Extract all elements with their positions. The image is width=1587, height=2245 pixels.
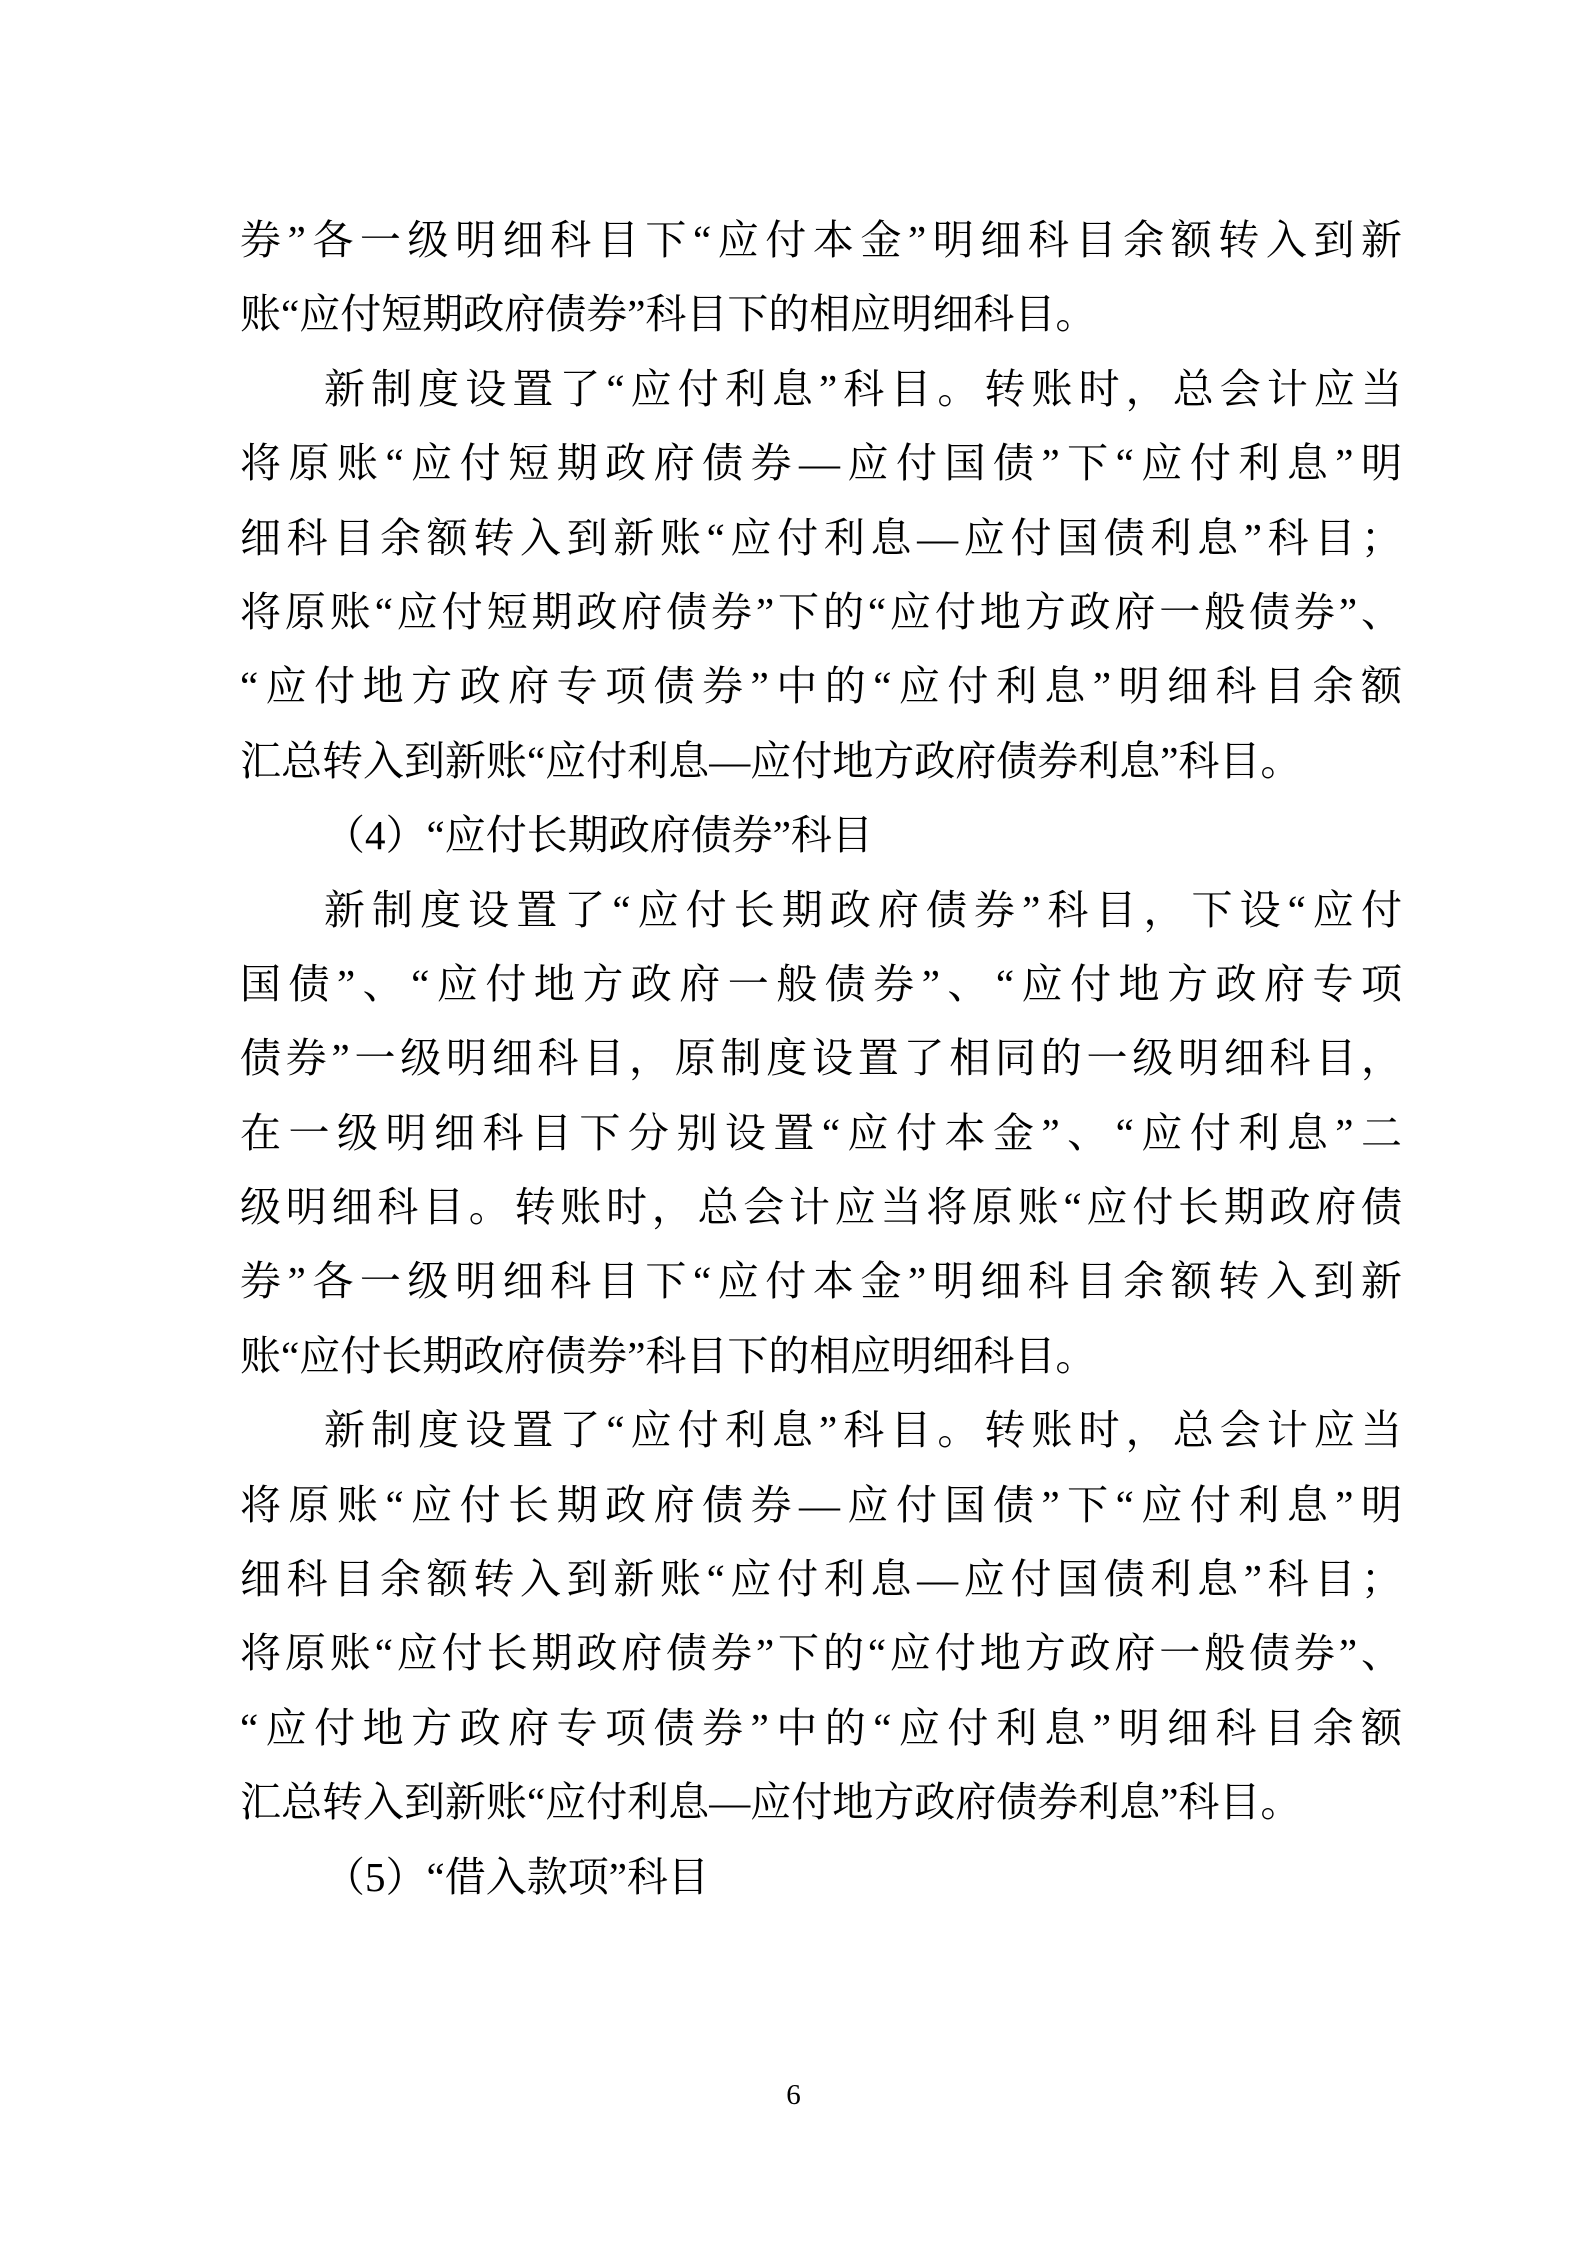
text-line: 将原账“应付长期政府债券”下的“应付地方政府一般债券”、 <box>240 1630 1402 1677</box>
paragraph <box>240 873 1402 1394</box>
text-line: 债券”一级明细科目，原制度设置了相同的一级明细科目， <box>240 1035 1402 1082</box>
text-line: 新制度设置了“应付利息”科目。转账时，总会计应当 <box>324 1407 1402 1454</box>
text-line: （5）“借入款项”科目 <box>324 1853 709 1900</box>
paragraph <box>240 798 1402 872</box>
text-line: 细科目余额转入到新账“应付利息—应付国债利息”科目； <box>240 514 1402 561</box>
text-line: 在一级明细科目下分别设置“应付本金”、“应付利息”二 <box>240 1109 1402 1156</box>
paragraph <box>240 1393 1402 1839</box>
text-line: （4）“应付长期政府债券”科目 <box>324 812 873 859</box>
page-number: 6 <box>786 2079 801 2111</box>
text-line: 新制度设置了“应付长期政府债券”科目，下设“应付 <box>324 886 1402 933</box>
document-body <box>240 203 1402 1914</box>
paragraph <box>240 352 1402 798</box>
page-footer <box>0 2078 1587 2112</box>
text-line: 券”各一级明细科目下“应付本金”明细科目余额转入到新 <box>240 1258 1402 1305</box>
text-line: 账“应付短期政府债券”科目下的相应明细科目。 <box>240 291 1097 338</box>
text-line: “应付地方政府专项债券”中的“应付利息”明细科目余额 <box>240 1704 1402 1751</box>
text-line: 汇总转入到新账“应付利息—应付地方政府债券利息”科目。 <box>240 737 1302 784</box>
text-line: 国债”、“应付地方政府一般债券”、“应付地方政府专项 <box>240 960 1402 1007</box>
text-line: 将原账“应付长期政府债券—应付国债”下“应付利息”明 <box>240 1481 1402 1528</box>
text-line: 细科目余额转入到新账“应付利息—应付国债利息”科目； <box>240 1556 1402 1603</box>
text-line: 级明细科目。转账时，总会计应当将原账“应付长期政府债 <box>240 1184 1402 1231</box>
paragraph <box>240 1840 1402 1914</box>
text-line: 将原账“应付短期政府债券—应付国债”下“应付利息”明 <box>240 440 1402 487</box>
text-line: 券”各一级明细科目下“应付本金”明细科目余额转入到新 <box>240 217 1402 263</box>
text-line: 账“应付长期政府债券”科目下的相应明细科目。 <box>240 1332 1097 1379</box>
text-line: “应付地方政府专项债券”中的“应付利息”明细科目余额 <box>240 663 1402 710</box>
text-line: 汇总转入到新账“应付利息—应付地方政府债券利息”科目。 <box>240 1779 1302 1826</box>
text-line: 将原账“应付短期政府债券”下的“应付地方政府一般债券”、 <box>240 588 1402 635</box>
text-line: 新制度设置了“应付利息”科目。转账时，总会计应当 <box>324 365 1402 412</box>
paragraph <box>240 203 1402 352</box>
